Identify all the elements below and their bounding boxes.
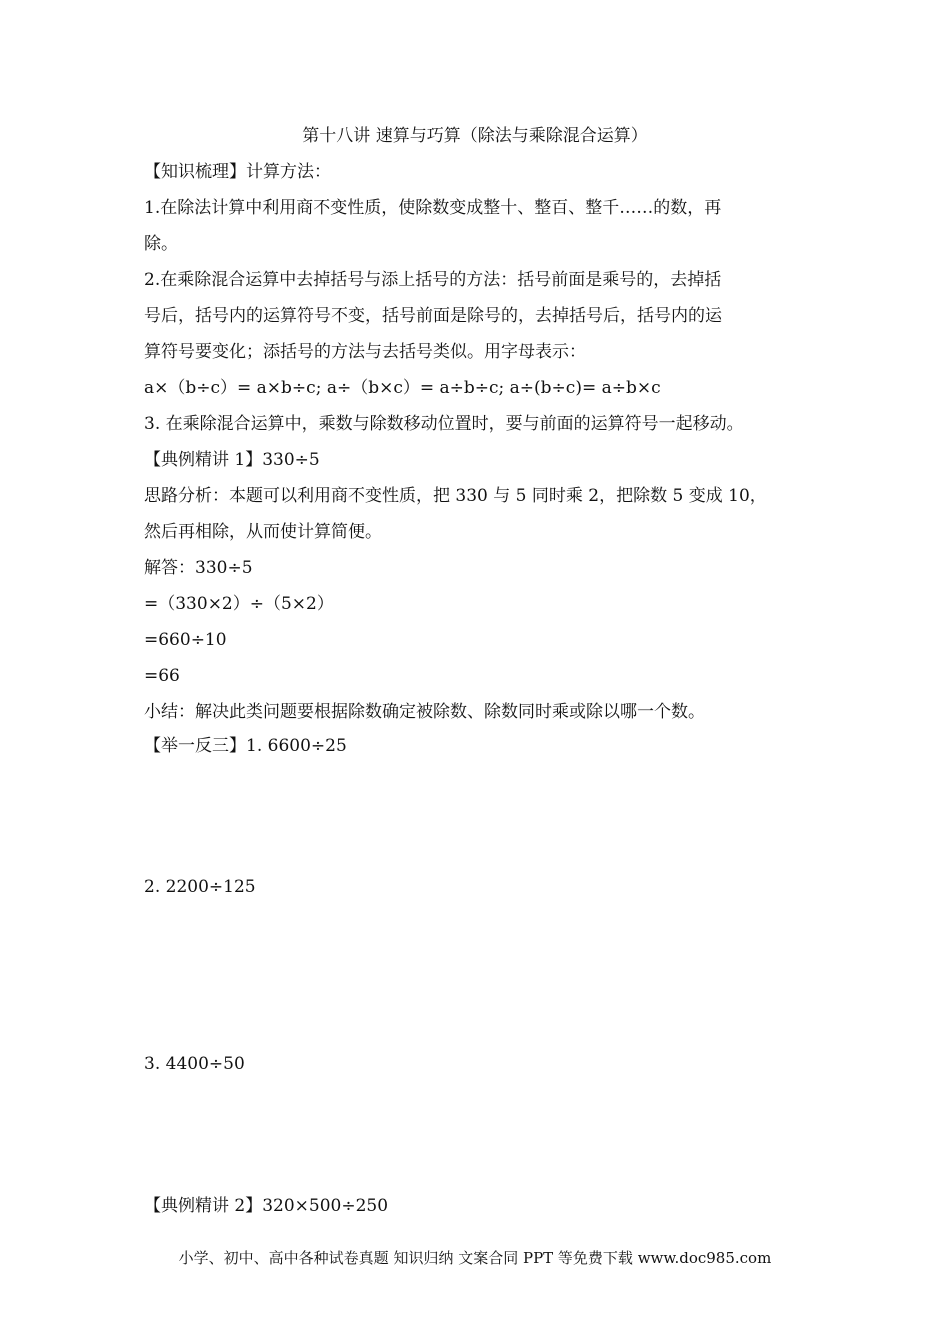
formula-line: a×（b÷c）= a×b÷c; a÷（b×c）= a÷b÷c; a÷(b÷c)= a÷b×c [144, 378, 661, 398]
summary-line: 小结：解决此类问题要根据除数确定被除数、除数同时乘或除以哪一个数。 [144, 702, 705, 722]
method-point-1-cont: 除。 [144, 234, 178, 254]
example-1-heading: 【典例精讲 1】330÷5 [144, 450, 320, 470]
solution-result: =66 [144, 666, 180, 686]
method-point-3: 3. 在乘除混合运算中，乘数与除数移动位置时，要与前面的运算符号一起移动。 [144, 414, 744, 434]
method-point-1: 1.在除法计算中利用商不变性质，使除数变成整十、整百、整千……的数，再 [144, 198, 722, 218]
knowledge-heading: 【知识梳理】计算方法： [144, 162, 331, 182]
solution-line: 解答：330÷5 [144, 558, 253, 578]
analysis-line-cont: 然后再相除，从而使计算简便。 [144, 522, 382, 542]
solution-step: =（330×2）÷（5×2） [144, 594, 334, 614]
example-2-heading: 【典例精讲 2】320×500÷250 [144, 1196, 389, 1216]
method-point-2: 2.在乘除混合运算中去掉括号与添上括号的方法：括号前面是乘号的，去掉括 [144, 270, 722, 290]
page-footer: 小学、初中、高中各种试卷真题 知识归纳 文案合同 PPT 等免费下载 www.doc985.com [178, 1249, 772, 1267]
practice-heading: 【举一反三】1. 6600÷25 [144, 736, 347, 756]
solution-step: =660÷10 [144, 630, 227, 650]
practice-problem-3: 3. 4400÷50 [144, 1054, 245, 1074]
practice-problem-2: 2. 2200÷125 [144, 877, 256, 897]
lecture-title: 第十八讲 速算与巧算（除法与乘除混合运算） [302, 126, 648, 146]
method-point-2-cont: 号后，括号内的运算符号不变，括号前面是除号的，去掉括号后，括号内的运 [144, 306, 722, 326]
method-point-2-cont2: 算符号要变化；添括号的方法与去括号类似。用字母表示： [144, 342, 586, 362]
analysis-line: 思路分析：本题可以利用商不变性质，把 330 与 5 同时乘 2，把除数 5 变成 10， [144, 486, 767, 506]
